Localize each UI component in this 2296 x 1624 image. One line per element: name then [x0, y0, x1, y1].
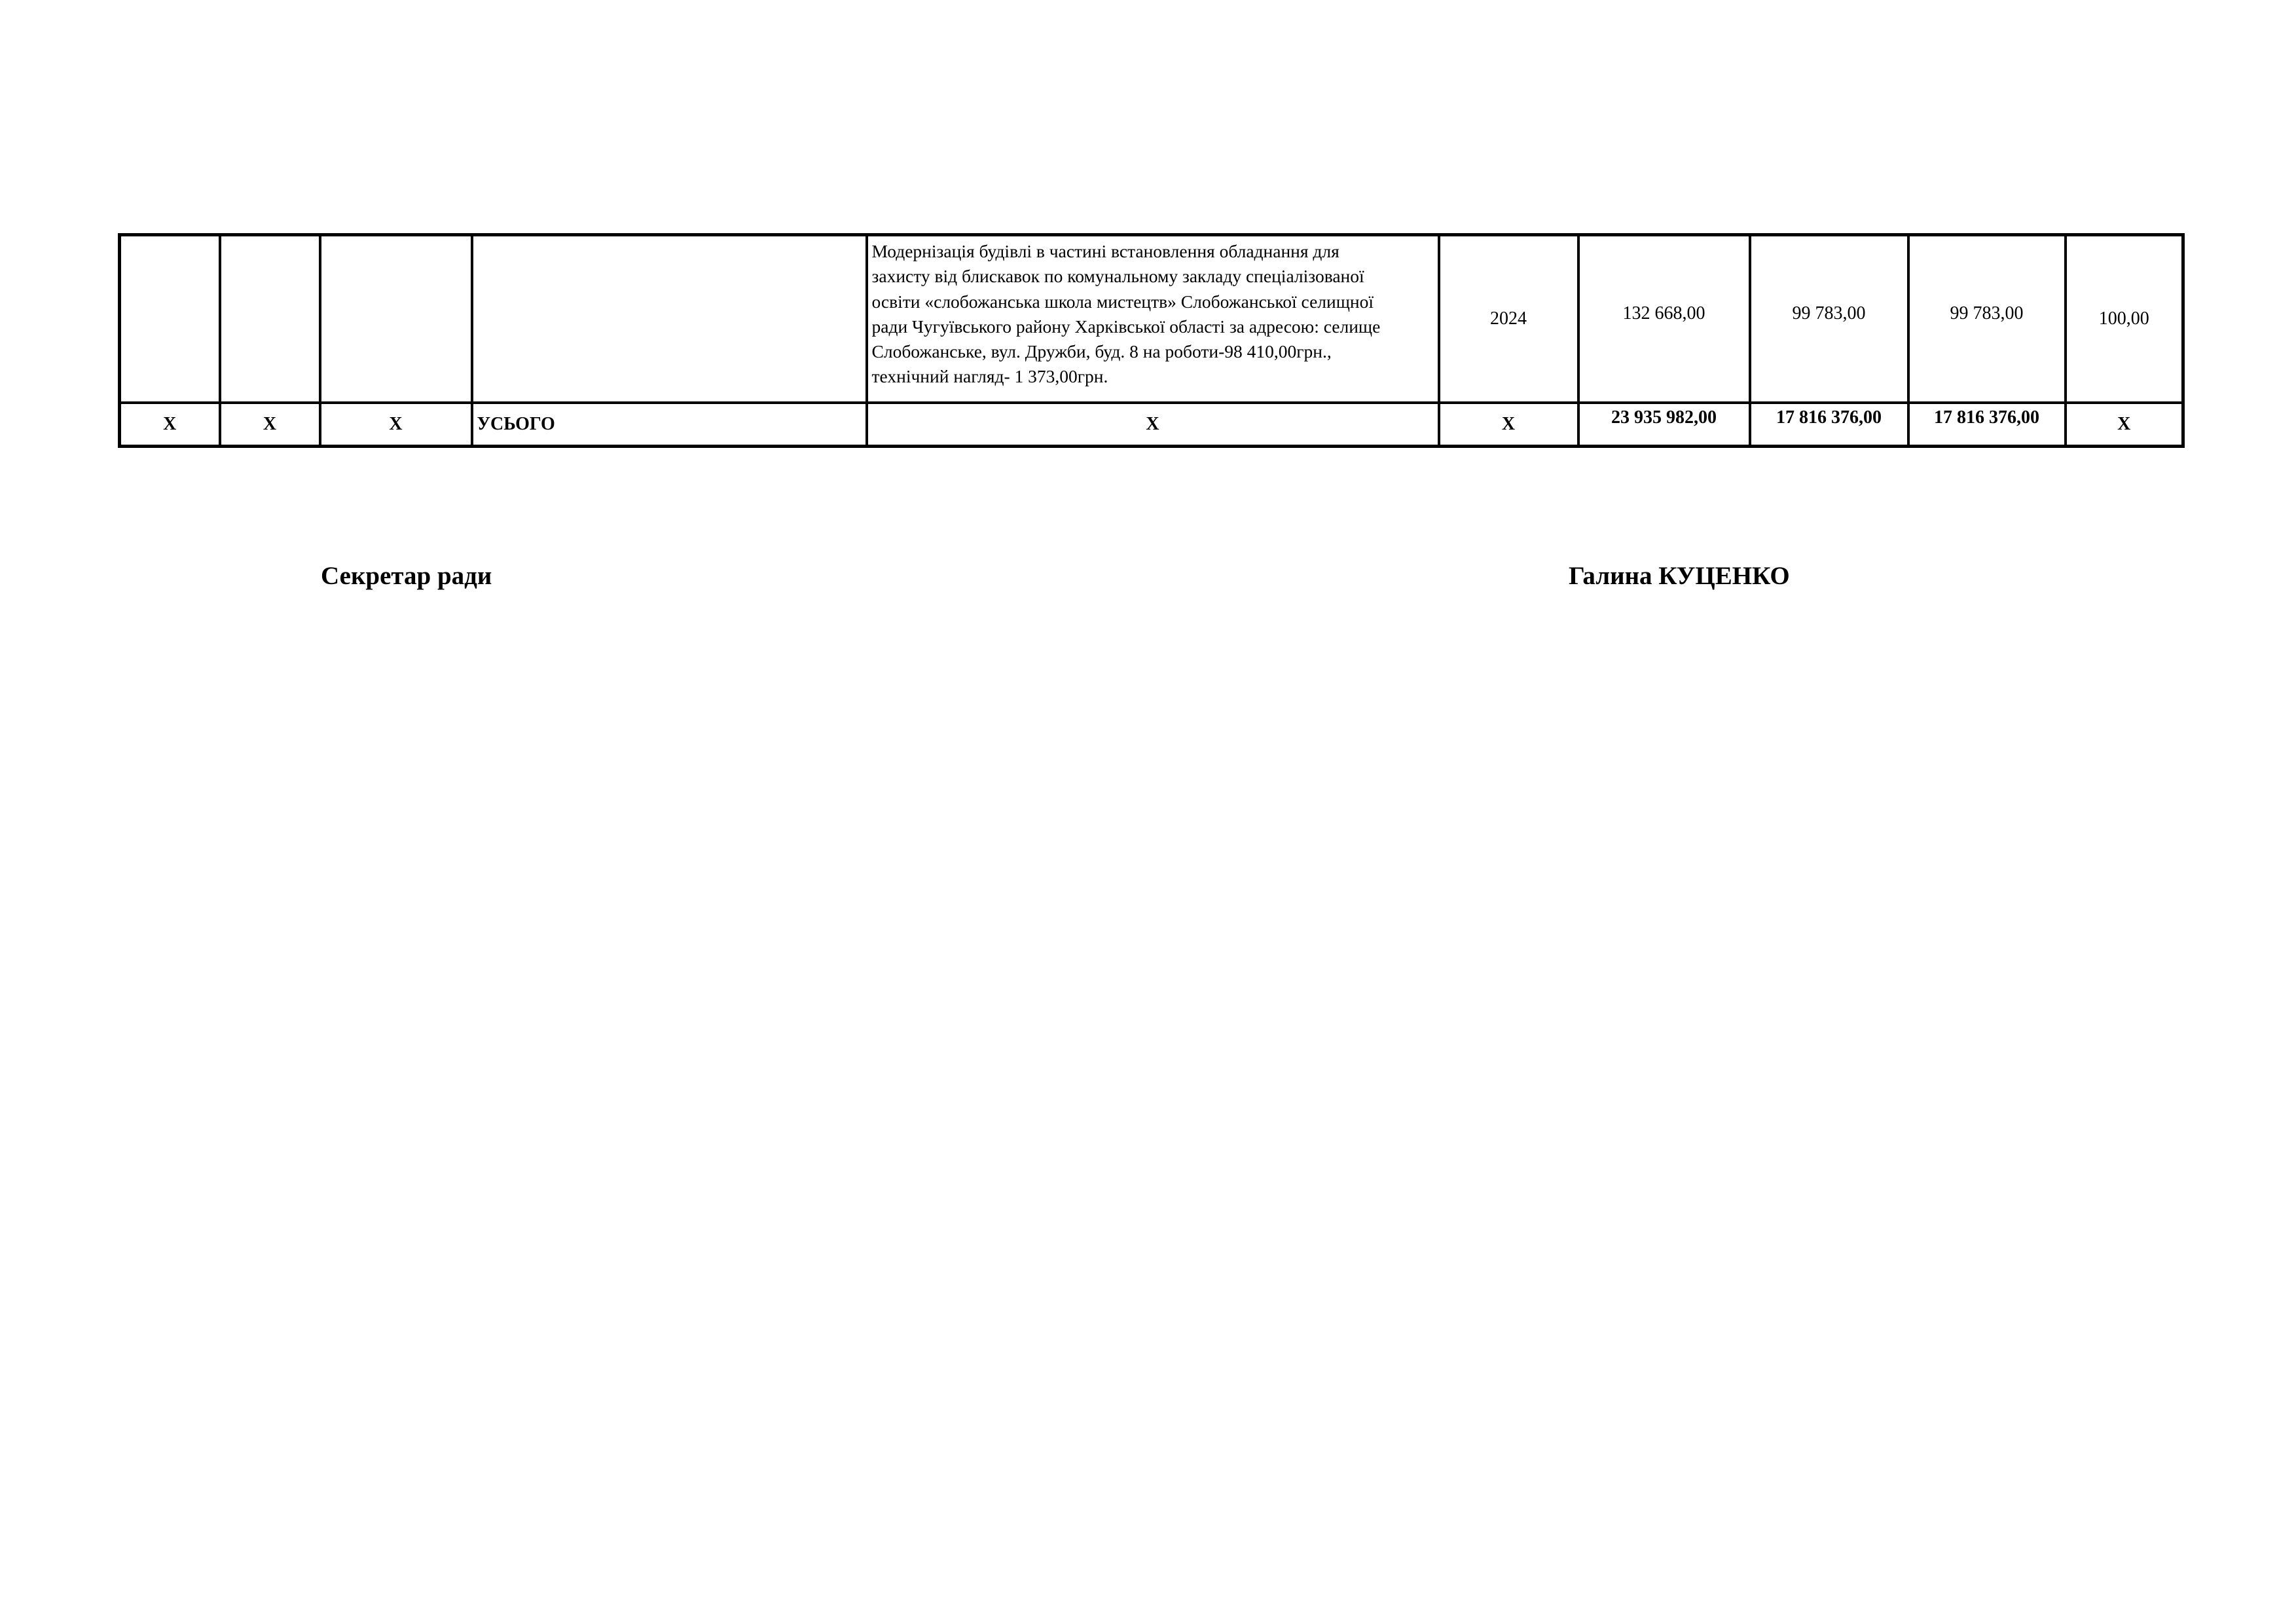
cell-year: 2024	[1439, 235, 1578, 403]
signature-role: Секретар ради	[321, 562, 492, 590]
cell-total-cost: 132 668,00	[1578, 235, 1750, 403]
table-row-total	[120, 403, 2183, 447]
cell-amount-1: 99 783,00	[1750, 235, 1908, 403]
cell-percent: 100,00	[2066, 235, 2183, 403]
total-amount-1-value: 17 816 376,00	[1750, 403, 1908, 447]
cell-col3	[320, 235, 472, 403]
signature-name: Галина КУЦЕНКО	[1569, 562, 1790, 590]
total-cell-percent: Х	[2066, 403, 2183, 447]
table-row	[120, 235, 2183, 403]
total-cell-year: Х	[1439, 403, 1578, 447]
budget-table	[118, 233, 2185, 448]
total-label: УСЬОГО	[472, 403, 867, 447]
total-cost-value: 23 935 982,00	[1578, 403, 1750, 447]
total-cell-col2: Х	[220, 403, 320, 447]
cell-col4	[472, 235, 867, 403]
cell-col1	[120, 235, 220, 403]
total-cell-col1: Х	[120, 403, 220, 447]
total-amount-2-value: 17 816 376,00	[1908, 403, 2066, 447]
cell-col2	[220, 235, 320, 403]
total-cell-col3: Х	[320, 403, 472, 447]
cell-amount-2: 99 783,00	[1908, 235, 2066, 403]
cell-description: Модернізація будівлі в частині встановлення обладнання для захисту від блискавок по комунальному закладу спеціалізованої освіти «слобожанська школа мистецтв» Слобожанської селищної ради Чугуївського району Харківської області за адресою: селище Слобожанське, вул. Дружби, буд. 8 на роботи-98 410,00грн., технічний нагляд- 1 373,00грн.	[867, 235, 1439, 403]
total-cell-description: Х	[867, 403, 1439, 447]
